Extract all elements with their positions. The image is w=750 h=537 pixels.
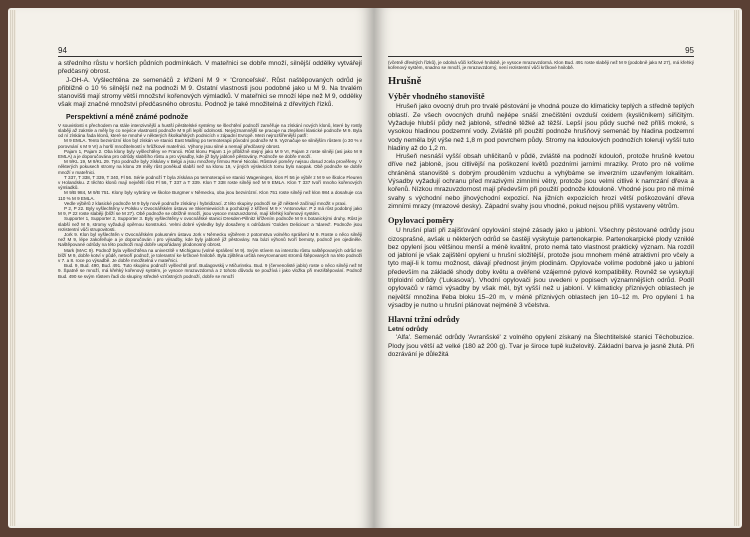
small-paragraph: P 2, P 22. Byly vyšlechtěny v Polsku v Ovocnářském ústavu ve Skierniewicích a pocházejí z křížení M 9 × 'Antonovka'. P 2 má růst podobný jako M 9, P 22 roste slaběji (blíží se M 27). Obě podnože se obtížně množí, jsou vysoce mrazuvzdorné, mají křehký kořenový systém. [58,206,362,217]
small-paragraph: V souvislosti s přechodem na stále intenzivnější a hustší pěstitelské systémy se šlechtění podnoží zaměřuje na získání nových klonů, které by rostly slaběji až zakrsle a měly by co nejvíce vlastností podnože M 9 při lepší odolnosti. Nejvýznamnější se pracuje na zlepšení klasické podnože M 9. Byla od ní získána řada klonů, které se mnohé v některých školkařských podnicích v západní Evropě. Mezi nejrozšířenější patří: [58,122,362,139]
small-paragraph: T 337, T 338, T 339, T 340, Fl 56. Série podnoží T byla získána po termoterapii ve stanici Wageningen, klon Fl 56 je výběr z M 9 ve školce Fleuren v Holandsku. Z těchto klonů mají největší růst Fl 56, T 337 a T 339. Klon T 338 roste silněji než M 9 EMLA. Klon T 337 tvoří mnoho kořenových výmladků. [58,174,362,191]
page-number-left: 94 [58,46,67,55]
header-rule-left [58,56,362,57]
section-title-site: Výběr vhodného stanoviště [388,92,485,102]
rootstock-text [58,123,362,279]
body-paragraph: U hrušní platí při zajišťování opylování stejné zásady jako u jabloní. Všechny pěstované odrůdy jsou cizosprašné, avšak u některých odrůd se častěji vyskytuje partenokarpie. Partenokarpické plody vzniklé bez opylení jsou většinou menší a méně kvalitní, proto nemá tato vlastnost praktický význam. Na rozdíl od jabloní je však zajištění opylení u hrušní složitější, protože jsou mnohem méně atraktivní pro včely a tyto mají-li k tomu možnost, dávají přednost jiným plodinám. Opylovače volíme podobně jako u jabloní především na základě shody doby květu a ověřené vzájemné pylové kompatibility. Rovněž se vyskytují triploidní odrůdy ('Lukasova'). Vhodní opylovači jsou uvedeni v popisech významnějších odrůd. Podíl opylovačů v rámci výsadby by však měl, být vyšší než u jabloní. V klimaticky příznivých oblastech je největší množina lřeba bloku 15–20 m, v méně příznivých oblastech jen 10–12 m. Pro opylení 1 ha výsadby je nutno u hrušní plánovat nejméně 3 včelstva. [388,227,694,309]
section-title-rootstocks: Perspektivní a méně známé podnože [66,113,189,121]
small-paragraph: M 9/B 984, M 9/B 751. Klony byly vybrány ve školce Burgmer v Německu, oba jsou bezvirózní. Klon 751 roste silněji než klon 984 a dosahuje cca 110 % M 9 EMLA. [58,190,362,201]
intro-text [58,60,362,110]
body-paragraph: 'Alfa'. Semenáč odrůdy 'Avranšské' z volného opylení získaný na Šlechtitelské stanici Těchobuzice. Plody jsou větší až velké (180 až 200 g). Tvar je široce tupě kuželovitý. Základní barva je jasně žlutá. Při dozrávání je důležitá [388,334,694,358]
right-page [374,8,742,528]
small-paragraph: Supporter 1, Supporter 2, Supporter 3. Byly vyšlechtěny v ovocnářské stanici Dresden-Pillnitz křížením podnože M 9 s botanickými druhy. Růst je slabší než M 9, stromy vyžadují opěrnou konstrukci. Velmi dobré výsledky byly dosaženy s odrůdami 'Golden Delicious' a 'Idared'. Podnože jsou rezistentní vůči strupovitosti. [58,216,362,232]
small-paragraph: M 9 EMLA. Tento bezvirózní klon byl získán ve stanici East Malling po termoterapii původní podnože M 9. Vyznačuje se silnějším růstem (o 30 % v porovnání s M 9 VI) a horší množitelností v hrůžkové mateřnici. Výhony jsou silné a nemají předčasný obrost. [58,138,362,149]
page-edge-right [734,10,740,526]
small-paragraph: Vedle výběrů z klasické podnože M 9 byly nově podnože získány i hybridizací. Z této skupiny podnoží se již některé začínají množit v praxi. [64,200,347,206]
varieties-text [388,334,694,359]
continuation-text [388,60,694,70]
pollination-text [388,227,694,310]
small-paragraph: Jork 9. Klon byl vyšlechtěn v Ovocnářském pokusném ústavu Jork v Německu výběrem z potomstva volného sprášení M 9. Roste o něco silněji než M 9, lépe zakořeňuje a je doporučován i pro výsadby, kde byly jabloně již pěstovány. Na bázi výhonů tvoří bemoty, podnož jen ojediněle. Naštěpované odrůdy na této podnoži mají dobře uspořádaný plodonosný obrost. [58,232,362,248]
header-rule-right [388,56,694,57]
body-paragraph: Hrušeň jako ovocný druh pro trvalé pěstování je vhodná pouze do klimaticky teplých a středně teplých oblastí. Ze všech ovocných druhů nejlépe snáší znečištění ovzduší oxidem (kysličníkem) siřičitým. Vyžaduje hlubší půdy než jabloně, středně těžké až těžší. Lepší jsou půdy suché než příliš mokré, s vysokou hladinou podzemní vody. Zvláště při použití podnože hrušňový semenáč by hladina podzemní vody neměla být výše než 1,8 m pod povrchem půdy. Stromy na kdoulových podnožích tolerují vyšší tuto hladiny až do 1,2 m. [388,103,694,152]
book-spread [8,8,742,532]
intro-paragraph: a středního růstu v horších půdních podmínkách. V mateřnici se dobře množí, silnější oddělky vytvářejí předčasný obrost. [58,60,362,76]
chapter-title: Hrušně [388,76,422,88]
section-title-pollination: Opylovací poměry [388,216,454,226]
small-paragraph: (včetně dřevitých řízků), je odolná vůči krčkové hnilobě, je vysoce mrazuvzdorná. Klon Bud. 491 roste slaběji než M 9 (podobně jako M 27), má křehký kořenový systém, snadno se množí, je mrazuvzdorný, není rezistentní vůči krčkové hnilobě. [388,60,694,71]
site-text [388,103,694,211]
small-paragraph: Pajam 1, Pajam 2. Oba klony byly vyšlechtěny ve Francii. Růst klonu Pajam 1 je přibližně stejný jako M 9 VI, Pajam 2 roste silněji (asi jako M 9 EMLA) a je doporučována pro odrůdy slabšího růstu a pro výsadby, kde již byly jabloně pěstovány. Podnože se dobře množí. [58,148,362,159]
small-paragraph: Bud. 9, Bud. 490, Bud. 491. Tuto skupinu podnoží vyšlechtil prof. Budagovskij v Mičurinsku. Bud. 9 (červenolisté jablo) roste o něco silněji než M 9. Špatně se množí, má křehký kořenový systém, je vysoce mrazuvzdorná a z tohoto důvodu se používá i jako vložka při mezištěpování. Podnož Bud. 490 se svým růstem řadí do skupiny středně vzrůstných podnoží, dobře se množí [58,263,362,279]
intro-paragraph: J-OH-A. Vyšlechtěna ze semenáčů z křížení M 9 × 'Cronceľské'. Růst naštěpovaných odrůd je přibližně o 10 % silnější než na podnoži M 9. Ostatní vlastnosti jsou podobné jako u M 9. Na trvalém stanovišti mají stromy větší množství kořenových výmladků. V mateřnici se množí lépe než M 9, oddělky však mají značné množství předčasného obrostu. Podnož je také množitelná z dřevitých řízků. [58,76,362,109]
page-edge-left [10,10,16,526]
left-page [8,8,374,528]
small-paragraph: Mark (MAC 9). Podnož byla vyšlechtěna na univerzitě v Michiganu (volné sprášení M 9). Svým stívem na intenzitu růstu naštěpovaných odrůd se blíží M 9, dobře kotví v půdě, netvoří podnož, je tolerantní ke krčkové hnilobě. Byla zjištěna určitá nevyrovnanost stromů štěpovaných na této podnoži v 7. a 8. roce po výsadbě. Je dobře množitelná v mateřnici. [58,247,362,264]
page-number-right: 95 [685,46,694,55]
section-title-varieties: Hlavní tržní odrůdy [388,315,460,325]
subsection-title-summer: Letní odrůdy [388,326,428,334]
body-paragraph: Hrušeň nesnáší vyšší obsah uhličitanů v půdě, zvláště na podnoží kdouloň, protože hrušně kvetou dříve než jabloně, jsou citlivější na poškození květů pozdními jarními mrazíky. Proto pro ně volíme chráněná stanoviště s dobrým prouděním vzduchu a vyhýbáme se inverzním uzavřeným lokalitám. Výsadby vyžadují ochranu před mrazivými zimními větry, protože jsou velmi citlivé k namrzání dřeva a kořenů. Nízkou mrazuvzdornost mají především při použití podnože kdouloně. Vhodné jsou pro ně mírné svahy s východní nebo jihovýchodní expozicí. Na jižních expozicích hrozí větší poškozování dřeva zimními mrazy (mrazové desky). Západní svahy jsou vhodné, pokud nejsou příliš vystaveny větrům. [388,153,694,210]
small-paragraph: M 9/KL 19, M 9/KL 29. Tyto podnože byly získány v Belgii a jsou množeny firmou René Nicolai. Růstové poměry nejsou dosud zcela prověřeny. V některých pokusech stromy na klonu 29 měly růst poněkud slabší než na klonu 19, v jiných výsledcích tomu bylo naopak. Obě podnože se dobře množí v mateřnici. [58,159,362,175]
